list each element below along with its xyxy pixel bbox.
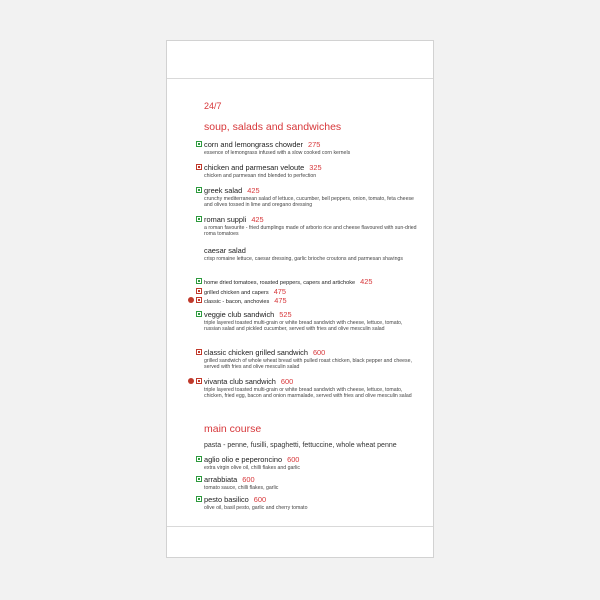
item-name: corn and lemongrass chowder [204, 140, 304, 149]
item-description: essence of lemongrass infused with a slow cooked corn kernels [204, 150, 351, 156]
veg-mark-icon [196, 141, 202, 147]
item-name: vivanta club sandwich [204, 377, 276, 386]
item-price: 600 [312, 348, 326, 357]
veg-mark-icon [196, 496, 202, 502]
menu-item [204, 377, 419, 400]
item-description: triple layered toasted multi-grain or white bread sandwich with cheese, lettuce, tomato, russian salad and pickled cucumber, served with fries and olive mesculin salad [204, 320, 403, 333]
item-name: chicken and parmesan veloute [204, 163, 305, 172]
hours-label: 24/7 [204, 101, 222, 111]
menu-item [204, 455, 419, 471]
item-description: a roman favourite - fried dumplings made of arborio rice and cheese flavoured with sun-dried roma tomatoes [204, 225, 417, 238]
item-price: 425 [247, 186, 260, 195]
item-name: greek salad [204, 186, 243, 195]
veg-mark-icon [196, 456, 202, 462]
item-price: 475 [273, 287, 287, 296]
item-price: 425 [251, 215, 264, 224]
item-description: triple layered toasted multi-grain or white bread sandwich with cheese, lettuce, tomato, chicken, fried egg, bacon and onion marmalade, served with fries and olive mesculin salad [204, 387, 412, 400]
item-description: crisp romaine lettuce, caesar dressing, garlic brioche croutons and parmesan shavings [204, 256, 403, 262]
bottom-divider [167, 526, 433, 527]
item-description: olive oil, basil pesto, garlic and cherry tomato [204, 505, 308, 511]
item-price: 600 [253, 495, 267, 504]
item-description: crunchy mediterranean salad of lettuce, cucumber, bell peppers, onion, tomato, feta cheese and olives tossed in lime and oregano dressing [204, 196, 414, 209]
item-price: 475 [274, 296, 287, 305]
menu-item [204, 186, 419, 209]
veg-mark-icon [196, 216, 202, 222]
nonveg-mark-icon [196, 349, 202, 355]
item-name: caesar salad [204, 246, 246, 255]
menu-item [204, 495, 419, 511]
item-price: 600 [287, 455, 300, 464]
menu-item [204, 215, 419, 238]
veg-mark-icon [196, 187, 202, 193]
item-name: grilled chicken and capers [204, 290, 269, 296]
nonveg-mark-icon [196, 288, 202, 294]
item-price: 600 [280, 377, 294, 386]
nonveg-mark-icon [196, 297, 202, 303]
pork-icon [188, 378, 194, 384]
item-description: extra virgin olive oil, chilli flakes and garlic [204, 465, 301, 471]
item-name: classic - bacon, anchovies [204, 299, 270, 305]
section-title-main-course: main course [204, 423, 262, 435]
item-name: classic chicken grilled sandwich [204, 348, 308, 357]
pork-icon [188, 297, 194, 303]
item-name: pesto basilico [204, 495, 249, 504]
menu-item [204, 310, 419, 333]
menu-item [204, 246, 419, 262]
menu-item [204, 348, 419, 371]
menu-page [166, 40, 434, 558]
menu-item [204, 296, 419, 307]
veg-mark-icon [196, 311, 202, 317]
item-name: aglio olio e peperoncino [204, 455, 283, 464]
pasta-subheading: pasta - penne, fusilli, spaghetti, fettuccine, whole wheat penne [204, 442, 397, 449]
section-title-soups: soup, salads and sandwiches [204, 121, 342, 133]
nonveg-mark-icon [196, 378, 202, 384]
item-name: home dried tomatoes, roasted peppers, capers and artichoke [204, 280, 356, 286]
item-price: 275 [308, 140, 321, 149]
item-name: roman suppli [204, 215, 247, 224]
item-description: chicken and parmesan rind blended to perfection [204, 173, 317, 179]
item-name: veggie club sandwich [204, 310, 275, 319]
menu-item [204, 140, 419, 156]
item-price: 525 [279, 310, 292, 319]
veg-mark-icon [196, 476, 202, 482]
item-description: tomato sauce, chilli flakes, garlic [204, 485, 279, 491]
nonveg-mark-icon [196, 164, 202, 170]
menu-item [204, 475, 419, 491]
menu-item [204, 163, 419, 179]
top-divider [167, 78, 433, 79]
item-price: 600 [242, 475, 255, 484]
item-description: grilled sandwich of whole wheat bread with pulled roast chicken, black pepper and cheese, served with fries and olive mesculin salad [204, 358, 412, 371]
item-price: 325 [309, 163, 322, 172]
veg-mark-icon [196, 278, 202, 284]
item-price: 425 [360, 277, 373, 286]
item-name: arrabbiata [204, 475, 238, 484]
